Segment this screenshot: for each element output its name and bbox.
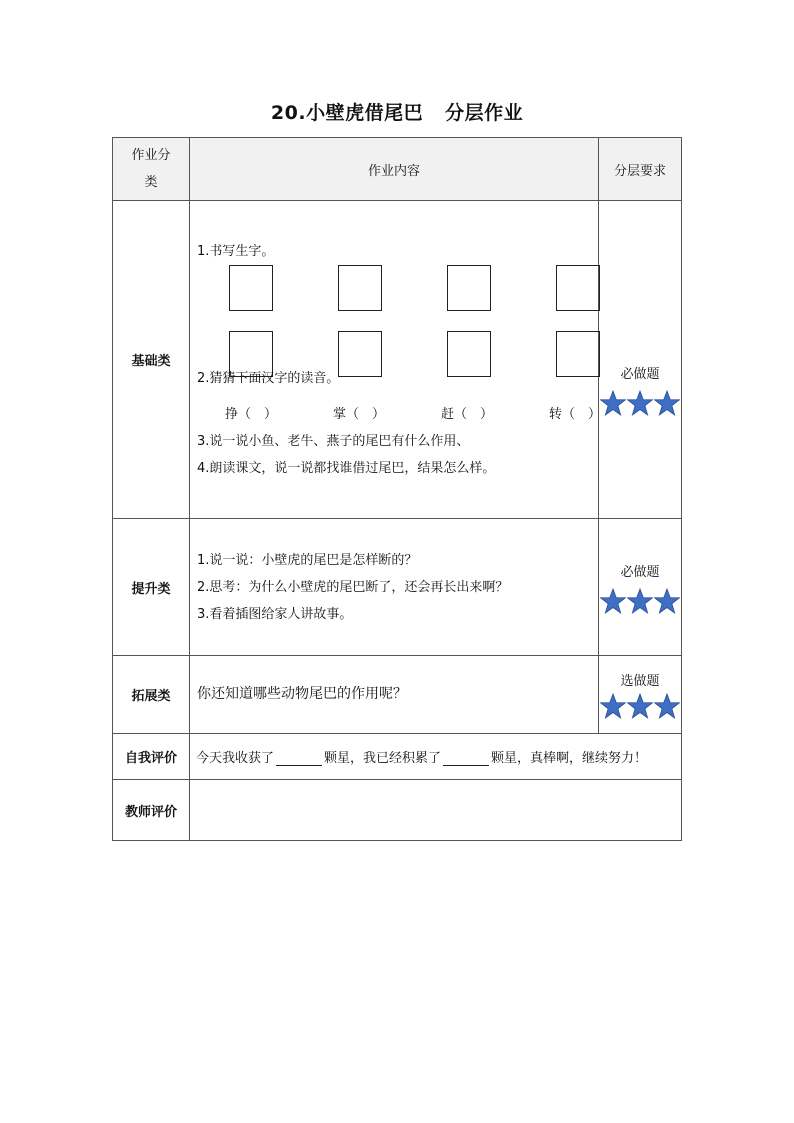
writing-grid [197, 265, 598, 401]
writing-box[interactable] [447, 331, 491, 377]
star-icon [654, 390, 680, 416]
requirement-improve [599, 519, 682, 656]
category-self-eval: 自我评价 [113, 734, 190, 780]
row-teacher-eval [113, 780, 682, 841]
teacher-eval-content[interactable] [190, 780, 682, 841]
writing-box[interactable] [338, 265, 382, 311]
writing-box[interactable] [447, 265, 491, 311]
page-title [0, 98, 794, 125]
basic-item-2: 2.猜猜下面汉字的读音。 [197, 370, 340, 386]
star-count-blank[interactable] [276, 751, 322, 766]
title-sub: 分层作业 [445, 102, 524, 124]
star-icon [600, 693, 626, 719]
self-eval-text: 颗星，真棒啊，继续努力！ [491, 751, 648, 766]
content-extend [190, 656, 599, 734]
requirement-label: 必做题 [620, 564, 660, 580]
header-requirement: 分层要求 [599, 138, 682, 201]
star-icon [627, 390, 653, 416]
category-basic: 基础类 [113, 201, 190, 519]
basic-item-3: 3.说一说小鱼、老牛、燕子的尾巴有什么作用、 [197, 433, 470, 449]
writing-box[interactable] [338, 331, 382, 377]
requirement-label: 选做题 [620, 674, 660, 689]
star-rating [599, 588, 681, 614]
title-main: 20.小壁虎借尾巴 [270, 102, 424, 124]
pinyin-row [197, 401, 602, 428]
requirement-basic [599, 201, 682, 519]
basic-item-4: 4.朗读课文，说一说都找谁借过尾巴，结果怎么样。 [197, 460, 496, 476]
star-icon [654, 693, 680, 719]
self-eval-content [190, 734, 682, 780]
self-eval-text: 今天我收获了 [196, 751, 275, 766]
star-rating [599, 693, 681, 719]
pinyin-char: 挣（ ） [225, 406, 278, 422]
star-rating [599, 390, 681, 416]
star-icon [654, 588, 680, 614]
star-icon [627, 693, 653, 719]
row-basic [113, 201, 682, 519]
improve-item-2: 2.思考：为什么小壁虎的尾巴断了，还会再长出来啊？ [197, 579, 509, 595]
requirement-extend [599, 656, 682, 734]
header-content: 作业内容 [190, 138, 599, 201]
writing-box[interactable] [556, 265, 600, 311]
pinyin-char: 转（ ） [549, 406, 602, 422]
category-improve: 提升类 [113, 519, 190, 656]
row-self-eval [113, 734, 682, 780]
row-improve [113, 519, 682, 656]
content-basic [190, 201, 602, 519]
homework-table [112, 137, 682, 841]
star-icon [600, 390, 626, 416]
content-improve [190, 519, 599, 656]
basic-item-1: 1.书写生字。 [197, 243, 275, 259]
requirement-label: 必做题 [620, 367, 660, 382]
writing-box[interactable] [229, 265, 273, 311]
improve-item-3: 3.看着插图给家人讲故事。 [197, 606, 353, 622]
header-row [113, 138, 682, 201]
improve-item-1: 1.说一说：小壁虎的尾巴是怎样断的？ [197, 552, 418, 568]
pinyin-char: 掌（ ） [333, 406, 386, 422]
self-eval-text: 颗星，我已经积累了 [324, 751, 442, 766]
total-star-blank[interactable] [443, 751, 489, 766]
category-teacher-eval: 教师评价 [113, 780, 190, 841]
row-extend [113, 656, 682, 734]
extend-item-1: 你还知道哪些动物尾巴的作用呢？ [197, 686, 407, 702]
writing-box[interactable] [556, 331, 600, 377]
star-icon [600, 588, 626, 614]
pinyin-char: 赶（ ） [441, 406, 494, 422]
star-icon [627, 588, 653, 614]
category-extend: 拓展类 [113, 656, 190, 734]
header-category: 作业分类 [113, 138, 190, 201]
